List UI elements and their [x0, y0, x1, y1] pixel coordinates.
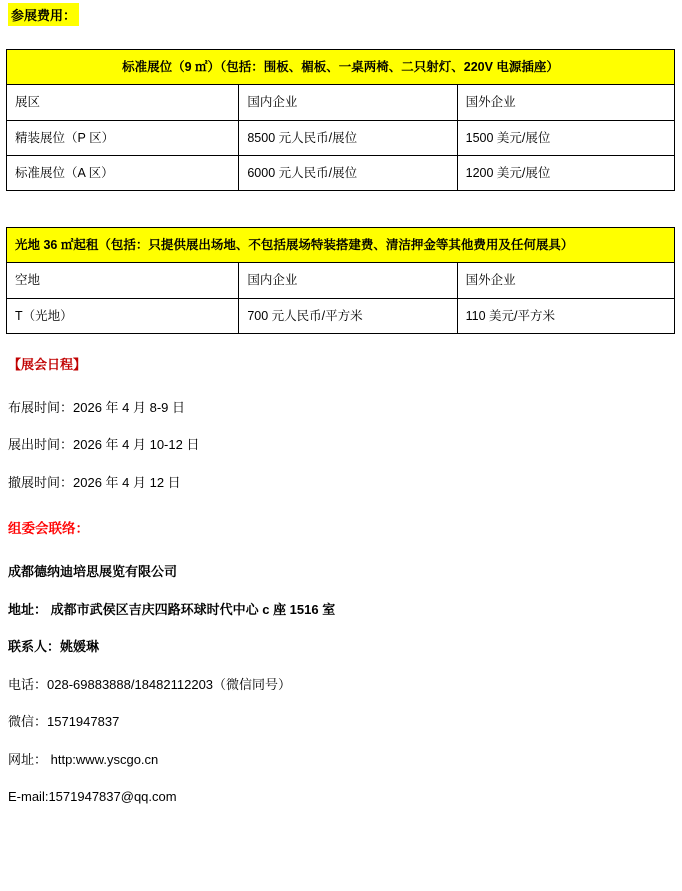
cell-foreign-price: 1500 美元/展位	[457, 120, 674, 155]
cell-zone: 标准展位（A 区）	[7, 155, 239, 190]
spacer	[6, 29, 676, 49]
header-cell-space: 空地	[7, 263, 239, 298]
contact-person: 联系人：姚媛琳	[8, 639, 100, 655]
cell-space: T（光地）	[7, 298, 239, 333]
contact-phone: 电话：028-69883888/18482112203（微信同号）	[8, 676, 292, 692]
contact-email: E-mail:1571947837@qq.com	[8, 789, 177, 805]
standard-booth-table	[6, 49, 675, 191]
header-cell-foreign: 国外企业	[457, 263, 674, 298]
header-cell-domestic: 国内企业	[239, 263, 457, 298]
spacer	[6, 191, 676, 211]
schedule-title: 【展会日程】	[8, 356, 87, 372]
schedule-item-teardown: 撤展时间：2026 年 4 月 12 日	[8, 474, 181, 490]
cell-domestic-price: 6000 元人民币/展位	[239, 155, 457, 190]
spacer	[6, 334, 676, 350]
spacer	[6, 501, 676, 513]
header-cell-foreign: 国外企业	[457, 85, 674, 120]
schedule-item-setup: 布展时间：2026 年 4 月 8-9 日	[8, 399, 185, 415]
table-row	[7, 298, 675, 333]
contact-website: 网址： http:www.yscgo.cn	[8, 751, 159, 767]
header-cell-domestic: 国内企业	[239, 85, 457, 120]
contact-company: 成都德纳迪培思展览有限公司	[8, 564, 178, 580]
raw-space-banner: 光地 36 ㎡起租（包括：只提供展出场地、不包括展场特装搭建费、清洁押金等其他费用及任何展具）	[7, 228, 675, 263]
contact-address: 地址： 成都市武侯区吉庆四路环球时代中心 c 座 1516 室	[8, 601, 336, 617]
header-cell-zone: 展区	[7, 85, 239, 120]
schedule-item-show: 展出时间：2026 年 4 月 10-12 日	[8, 437, 200, 453]
cell-domestic-price: 700 元人民币/平方米	[239, 298, 457, 333]
spacer	[6, 377, 676, 389]
spacer	[6, 211, 676, 227]
table-row	[7, 155, 675, 190]
contact-wechat: 微信：1571947837	[8, 714, 120, 730]
spacer	[6, 541, 676, 553]
raw-space-table	[6, 227, 675, 334]
cell-foreign-price: 1200 美元/展位	[457, 155, 674, 190]
cell-domestic-price: 8500 元人民币/展位	[239, 120, 457, 155]
fee-section-title	[6, 0, 676, 29]
table-row-header	[7, 263, 675, 298]
table-row-header	[7, 85, 675, 120]
contact-title: 组委会联络：	[8, 521, 89, 537]
cell-foreign-price: 110 美元/平方米	[457, 298, 674, 333]
table-row	[7, 120, 675, 155]
table-row-banner	[7, 228, 675, 263]
standard-booth-banner: 标准展位（9 ㎡）（包括：围板、楣板、一桌两椅、二只射灯、220V 电源插座）	[7, 50, 675, 85]
table-row-banner	[7, 50, 675, 85]
cell-zone: 精装展位（P 区）	[7, 120, 239, 155]
fee-section-title-text: 参展费用：	[8, 3, 79, 26]
